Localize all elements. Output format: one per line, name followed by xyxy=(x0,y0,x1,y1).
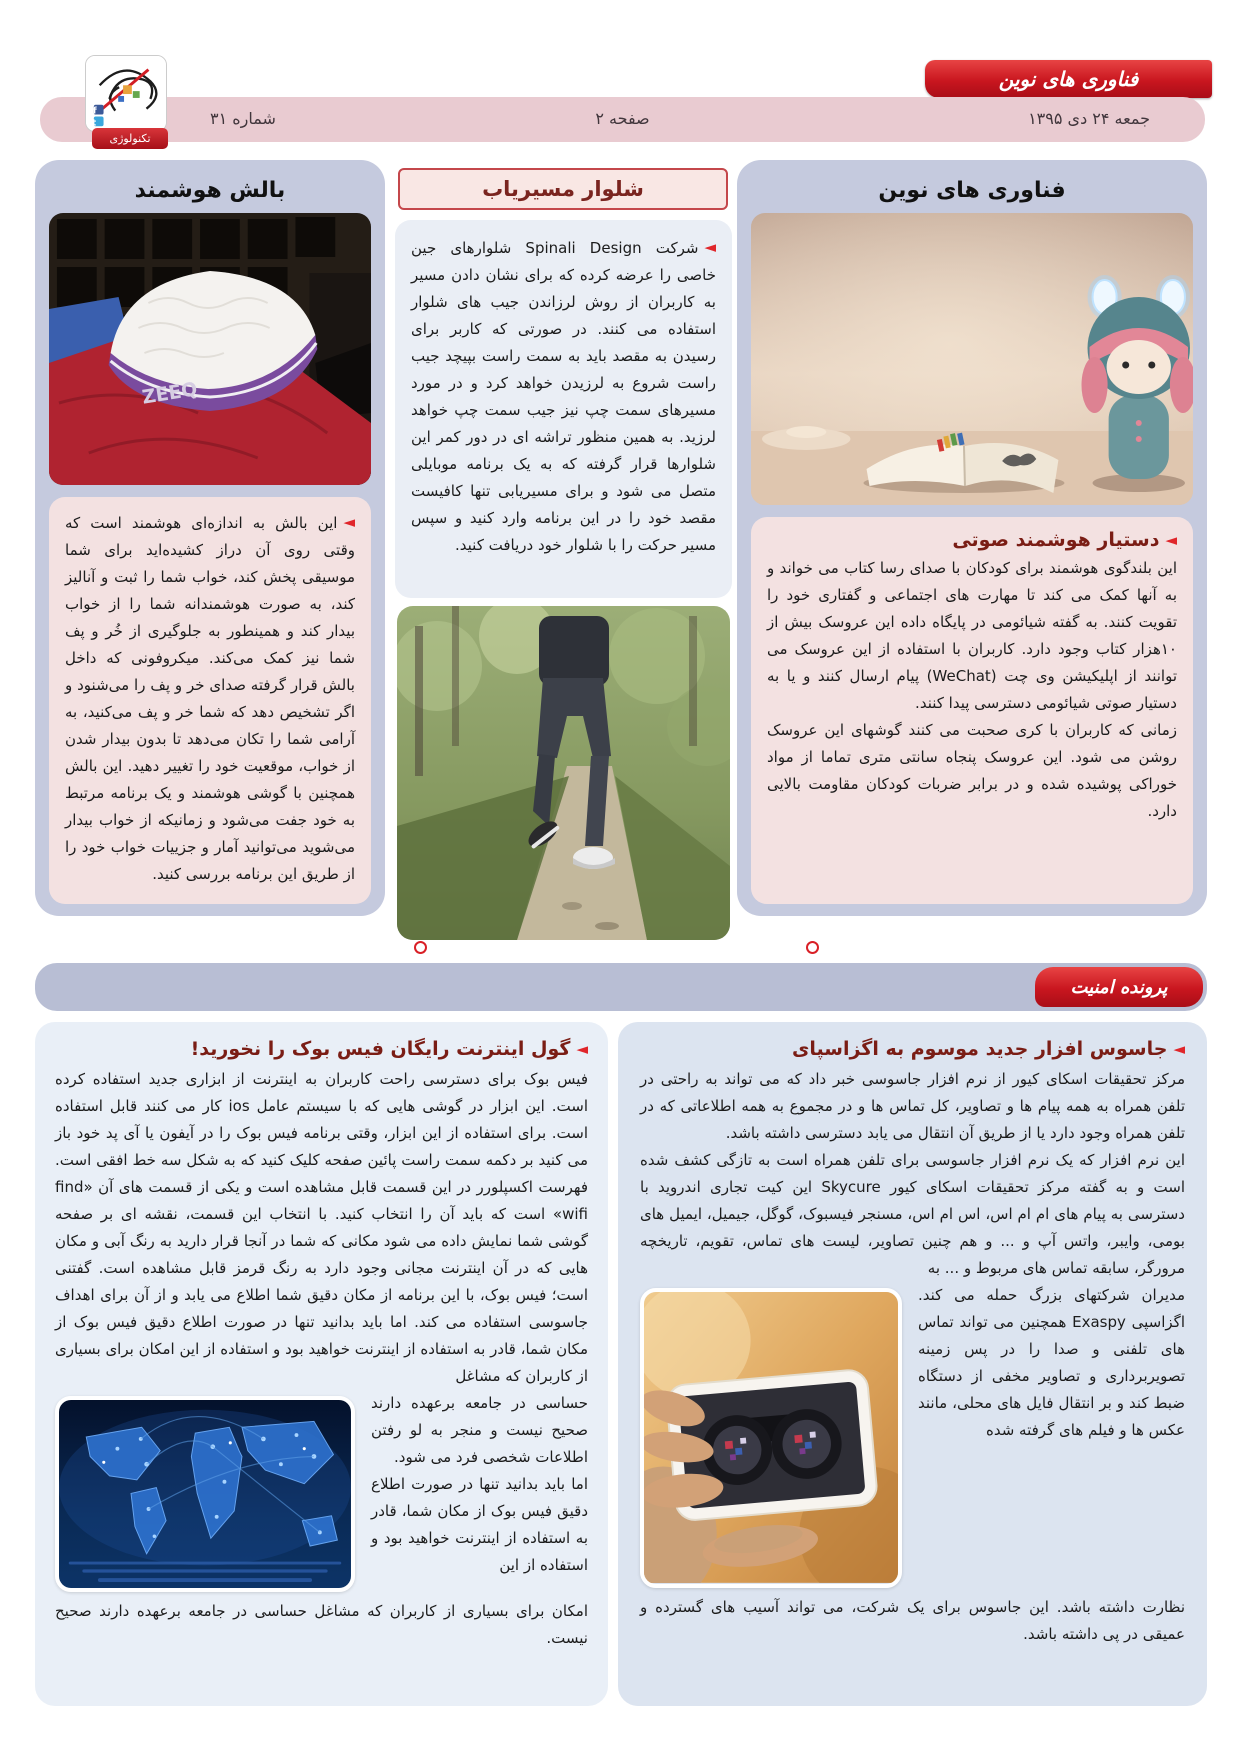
paragraph: این نرم افزار که یک نرم افزار جاسوسی برای تلفن همراه است به تازگی کشف شده است و به گفته مرکز تحقیقات اسکای کیور Skycure این کیت تجاری اندروید با دسترسی به پیام های ام ام اس، اس ام اس، مسنجر فیسبوک، گوگل، جیمیل، ایمیل های بومی، وایبر، واتس آپ و ... و هم چنین تصاویر، لیست های تماس، تقویم، تاریخچه مرورگر، سابقه تماس های مربوط و ... به xyxy=(640,1151,1185,1277)
paragraph xyxy=(411,234,716,559)
logo-swirl-icon xyxy=(86,56,166,131)
wrapped-block xyxy=(55,1390,588,1579)
pillow-brand-text: ZEEQ xyxy=(140,378,199,409)
smart-pillow-article xyxy=(49,497,371,904)
article-title: دستیار هوشمند صوتی xyxy=(952,529,1160,551)
svg-text:f: f xyxy=(92,106,97,117)
binoculars-photo xyxy=(640,1288,902,1588)
header-page-number: صفحه ۲ xyxy=(595,109,650,128)
paragraph-text: این بالش به اندازه‌ای هوشمند است که وقتی روی آن دراز کشیده‌اید برای شما موسیقی پخش کند، خواب شما را ثبت و آنالیز کند، به صورت هوشمندانه شما را از خواب بیدار کند و همینطور به جلوگیری از خُر و پف شما نیز کمک می‌کند. میکروفونی که داخل بالش قرار گرفته صدای خر و پف را می‌شنود و اگر تشخیص دهد که شما خر و پف می‌کنید، به آرامی شما را تکان می‌دهد تا بدون بیدار شدن از خواب، موقعیت خود را تغییر دهید. این بالش همچنین با گوشی هوشمند و یک برنامه مرتبط به خود جفت می‌شود و زمانیکه از خواب بیدار می‌شوید می‌توانید آمار و جزییات خواب خود را از طریق این برنامه بررسی کنید. xyxy=(65,514,355,883)
paragraph: حساسی در جامعه برعهده دارند صحیح نیست و منجر به لو رفتن اطلاعات شخصی فرد می شود. xyxy=(371,1394,588,1466)
paragraph: مرکز تحقیقات اسکای کیور از نرم افزار جاسوسی خبر داد که می تواند به راحتی در تلفن همراه به همه پیام ها و تصاویر، کل تماس ها و در مجموع به همه اطلاعاتی که در تلفن همراه وجود دارد یا از طریق آن انتقال می یابد دسترسی داشته باشد. xyxy=(640,1070,1185,1142)
voice-assistant-article xyxy=(751,517,1193,904)
bullet-arrow-icon: ◄ xyxy=(1173,1040,1185,1058)
walking-illustration xyxy=(397,606,730,940)
article-title-row xyxy=(55,1038,588,1060)
card-title: فناوری های نوین xyxy=(878,178,1066,203)
bullet-arrow-icon: ◄ xyxy=(343,513,355,531)
article-title-row xyxy=(767,529,1177,551)
card-new-technologies xyxy=(737,160,1207,916)
bullet-arrow-icon: ◄ xyxy=(1165,531,1177,549)
bullet-arrow-icon: ◄ xyxy=(576,1040,588,1058)
paragraph xyxy=(65,509,355,888)
smart-doll-photo xyxy=(751,213,1193,505)
security-badge-label: پرونده امنیت xyxy=(1070,976,1168,998)
security-section-band xyxy=(35,963,1207,1011)
security-section-badge xyxy=(1035,967,1203,1007)
pillow-illustration xyxy=(49,213,371,485)
paragraph: نظارت داشته باشد. این جاسوس برای یک شرکت، می تواند آسیب های گسترده و عمیقی در پی داشته باشد. xyxy=(640,1598,1185,1643)
article-body xyxy=(640,1066,1185,1648)
doll-book-illustration xyxy=(751,213,1193,505)
paragraph: امکان برای بسیاری از کاربران که مشاغل حساسی در جامعه برعهده دارند صحیح نیست. xyxy=(55,1602,588,1647)
article-body xyxy=(411,234,716,559)
paragraph: اما باید بدانید تنها در صورت اطلاع دقیق فیس بوک از مکان شما، قادر به استفاده از اینترنت خواهید بود و استفاده از این xyxy=(371,1475,588,1574)
article-body xyxy=(65,509,355,888)
facebook-wifi-article-card xyxy=(35,1022,608,1706)
article-body xyxy=(55,1066,588,1652)
pants-article-header xyxy=(398,168,728,210)
article-title: جاسوس افزار جدید موسوم به اگزاسپای xyxy=(791,1038,1168,1060)
paragraph-text: شرکت Spinali Design شلوارهای جین خاصی را عرضه کرده که برای نشان دادن مسیر به کاربران از روش لرزاندن جیب های شلوار استفاده می کنند. در صورتی که کاربر برای رسیدن به مقصد باید به سمت راست بپیچد جیب راست شروع به لرزیدن خواهد کرد و در مورد مسیرهای سمت چپ نیز جیب سمت چپ خواهد لرزید. به همین منظور تراشه ای در دور کمر این شلوارها قرار گرفته که به یک برنامه موبایلی متصل می شود و برای مسیریابی تنها کافیست مقصد خود را در این برنامه وارد کنید و سپس مسیر حرکت را با شلوار خود دریافت کنید. xyxy=(411,239,716,554)
article-title-row xyxy=(640,1038,1185,1060)
article-title: گول اینترنت رایگان فیس بوک را نخورید! xyxy=(190,1038,571,1060)
paragraph: این بلندگوی هوشمند برای کودکان با صدای رسا کتاب می خواند و به آنها کمک می کند تا مهارت های اجتماعی و گفتاری خود را تقویت کنند. به گفته شیائومی در پایگاه داده این عروسک بیش از ۱۰هزار کتاب وجود دارد. کاربران با استفاده از این عروسک می توانند از اپلیکیشن وی چت (WeChat) پیام ارسال کنند و یا به دستیار صوتی شیائومی دسترسی پیدا کنند. xyxy=(767,559,1177,712)
spyware-article-card xyxy=(618,1022,1207,1706)
publication-logo xyxy=(85,55,167,132)
logo-caption: تکنولوژی xyxy=(109,132,151,145)
pants-article-title: شلوار مسیریاب xyxy=(482,177,644,201)
logo-caption-ribbon xyxy=(92,128,168,149)
card-title: بالش هوشمند xyxy=(134,178,286,203)
paragraph: فیس بوک برای دسترسی راحت کاربران به اینترنت از ابزاری جدید استفاده کرده است. این ابزار در گوشی هایی که با سیستم عامل ios کار می کنند قابل استفاده است. برای استفاده از این ابزار، وقتی برنامه فیس بوک را در آیفون یا آی پد خود باز می کنید بر دکمه سمت راست پائین صفحه کلیک کنید که به شکل سه خط افقی است. فهرست اکسپلورر در این قسمت قابل مشاهده است و یکی از قسمت های آن «find wifi» است که باید آن را انتخاب کنید. با انتخاب این قسمت، نقشه ای بر صفحه گوشی شما نمایش داده می شود مکانی که شما در آنجا قرار دارید به رنگ آبی و مکان هایی که در آن اینترنت مجانی وجود دارد به رنگ قرمز قابل مشاهده است. گفتنی است؛ فیس بوک، با این برنامه از مکان دقیق شما اطلاع می یابد و از آن برای اهداف جاسوسی استفاده می کند. اما باید بدانید تنها در صورت اطلاع دقیق فیس بوک از مکان شما، قادر به استفاده از اینترنت خواهید بود و استفاده از این امکان برای بسیاری از کاربران که مشاغل xyxy=(55,1070,589,1385)
world-map-photo xyxy=(55,1396,355,1592)
section-badge-tech xyxy=(925,60,1212,98)
section-badge-label: فناوری های نوین xyxy=(998,67,1139,91)
header-issue-number: شماره ۳۱ xyxy=(210,109,276,128)
binoculars-illustration xyxy=(644,1292,898,1583)
card-smart-pillow xyxy=(35,160,385,916)
decorative-circle xyxy=(806,941,819,954)
bullet-arrow-icon: ◄ xyxy=(704,238,717,256)
paragraph: مدیران شرکتهای بزرگ حمله می کند. اگزاسپی Exaspy همچنین می تواند تماس های تلفنی و صدا را در پس زمینه تصویربرداری و تصاویر مخفی از دستگاه ضبط کند و بر انتقال فایل های محلی، مانند عکس ها و فیلم های گرفته شده xyxy=(918,1286,1185,1439)
header-bar xyxy=(40,97,1205,142)
decorative-circle xyxy=(414,941,427,954)
paragraph: زمانی که کاربران با کری صحبت می کنند گوشهای این عروسک روشن می شود. این عروسک پنجاه سانتی متری تماما از مواد خوراکی پوشیده شده و در برابر ضربات کودکان مقاومت بالایی دارد. xyxy=(767,721,1177,820)
network-map-illustration xyxy=(59,1400,351,1591)
article-body xyxy=(767,555,1177,825)
pants-article-body-box xyxy=(395,220,732,598)
walking-pants-photo xyxy=(397,606,730,940)
svg-text:t: t xyxy=(92,118,97,129)
wrapped-block xyxy=(640,1282,1185,1444)
header-date: جمعه ۲۴ دی ۱۳۹۵ xyxy=(1028,109,1150,128)
smart-pillow-photo xyxy=(49,213,371,485)
